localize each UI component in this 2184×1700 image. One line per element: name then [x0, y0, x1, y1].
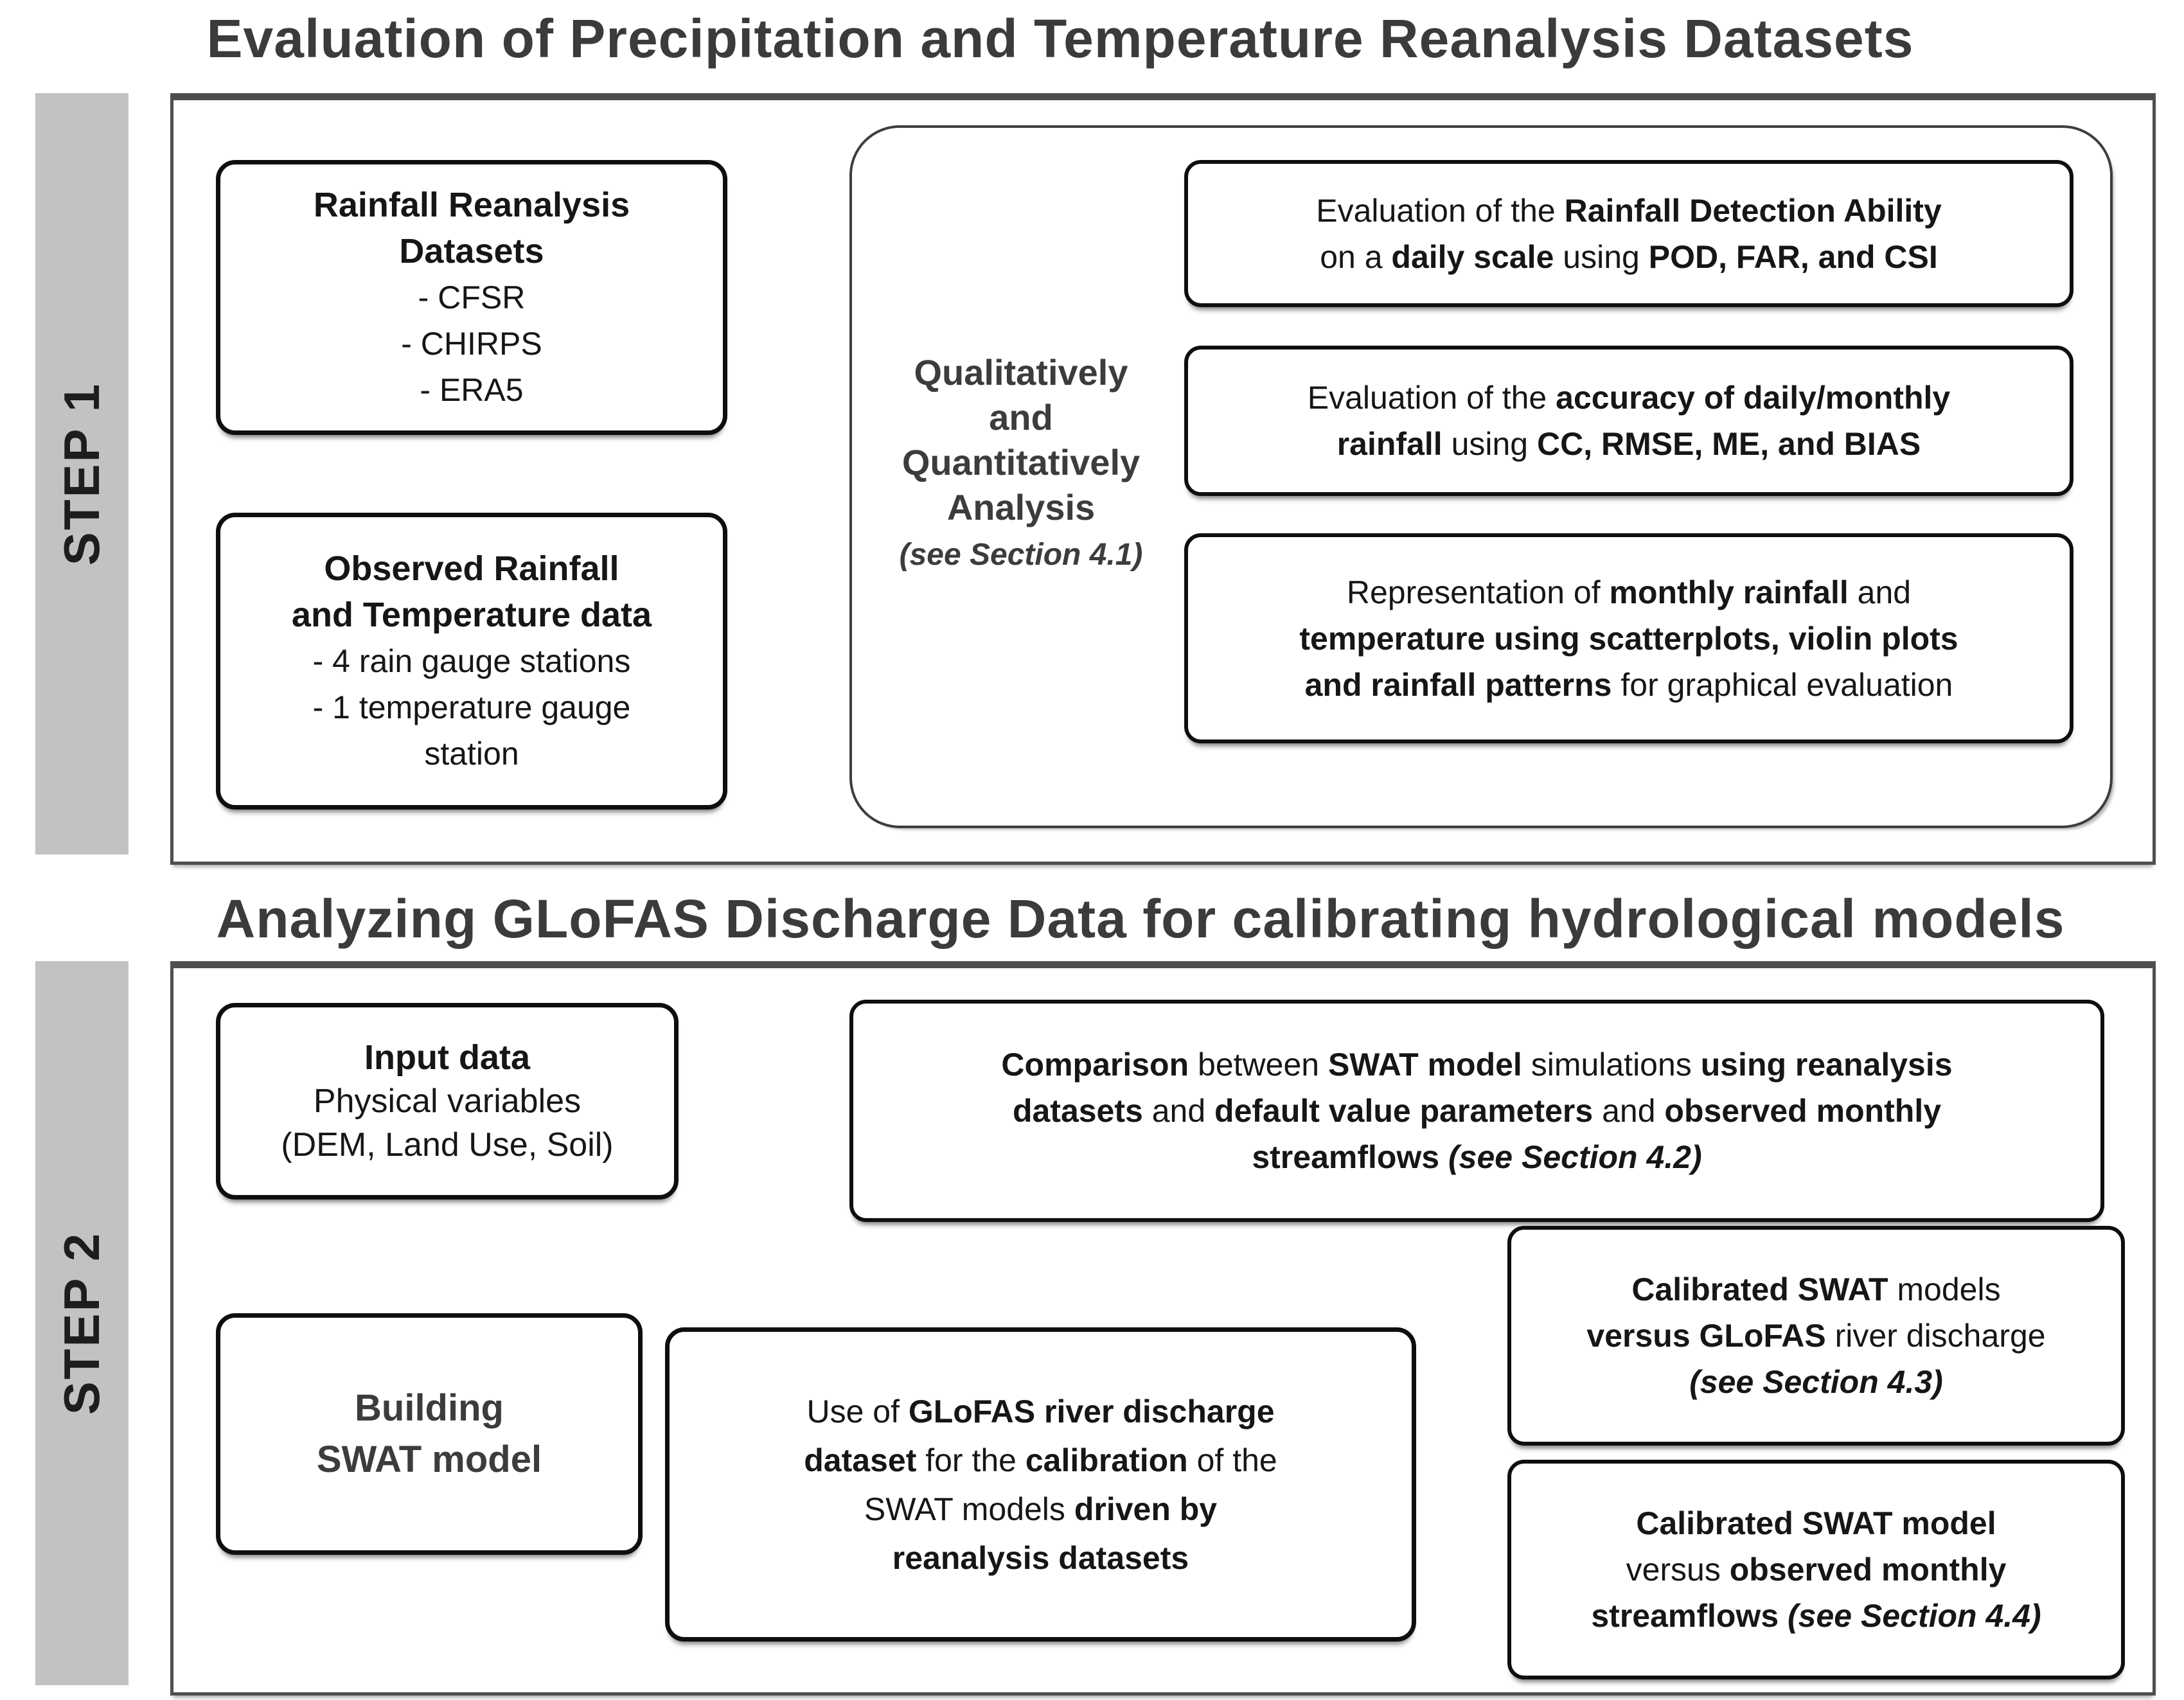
observed-data-box: [216, 513, 727, 810]
input-data-lines: Physical variables (DEM, Land Use, Soil): [281, 1083, 614, 1164]
accuracy-metrics-box: [1184, 346, 2073, 496]
graphical-representation-box: [1184, 533, 2073, 743]
building-swat-model-box: [216, 1313, 643, 1555]
detection-ability-text: Evaluation of the Rainfall Detection Ability on a daily scale using POD, FAR, and CSI: [1316, 192, 1942, 275]
building-swat-model-text: Building SWAT model: [316, 1387, 542, 1480]
input-data-box: [216, 1003, 679, 1200]
observed-box-title: Observed Rainfall and Temperature data: [291, 549, 652, 634]
step1-bar: [35, 93, 129, 854]
observed-box-items: - 4 rain gauge stations - 1 temperature gauge station: [312, 643, 631, 772]
calibrated-vs-observed-text: Calibrated SWAT model versus observed monthly streamflows (see Section 4.4): [1591, 1505, 2041, 1634]
step2-title: Analyzing GLoFAS Discharge Data for calibrating hydrological models: [216, 889, 2065, 949]
accuracy-metrics-text: Evaluation of the accuracy of daily/monthly rainfall using CC, RMSE, ME, and BIAS: [1307, 380, 1951, 462]
glofas-calibration-text: Use of GLoFAS river discharge dataset for the calibration of the SWAT models driven by reanalysis datasets: [804, 1393, 1277, 1576]
analysis-label-lines: Qualitatively and Quantitatively Analysis: [901, 352, 1141, 527]
rainfall-box-items: - CFSR - CHIRPS - ERA5: [401, 279, 542, 408]
rainfall-reanalysis-datasets-box: [216, 160, 727, 435]
comparison-text: Comparison between SWAT model simulations using reanalysis datasets and default value parameters and observed monthly streamflows (see Section 4.2): [1001, 1047, 1953, 1175]
graphical-representation-text: Representation of monthly rainfall and temperature using scatterplots, violin plots and rainfall patterns for graphical evaluation: [1299, 574, 1958, 703]
step2-bar-label: STEP 2: [53, 1231, 110, 1415]
calibrated-vs-observed-box: [1507, 1460, 2125, 1679]
analysis-label: [857, 350, 1185, 578]
glofas-calibration-box: [665, 1327, 1416, 1642]
detection-ability-box: [1184, 160, 2073, 307]
step2-bar: [35, 961, 129, 1685]
step1-bar-label: STEP 1: [53, 382, 110, 566]
step1-title: Evaluation of Precipitation and Temperature Reanalysis Datasets: [206, 8, 1914, 69]
input-data-title: Input data: [364, 1038, 530, 1077]
analysis-label-section-ref: (see Section 4.1): [899, 538, 1143, 572]
rainfall-box-title: Rainfall Reanalysis Datasets: [313, 186, 630, 270]
calibrated-vs-glofas-box: [1507, 1226, 2125, 1446]
comparison-box: [849, 1000, 2104, 1222]
calibrated-vs-glofas-text: Calibrated SWAT models versus GLoFAS river discharge (see Section 4.3): [1586, 1271, 2046, 1400]
